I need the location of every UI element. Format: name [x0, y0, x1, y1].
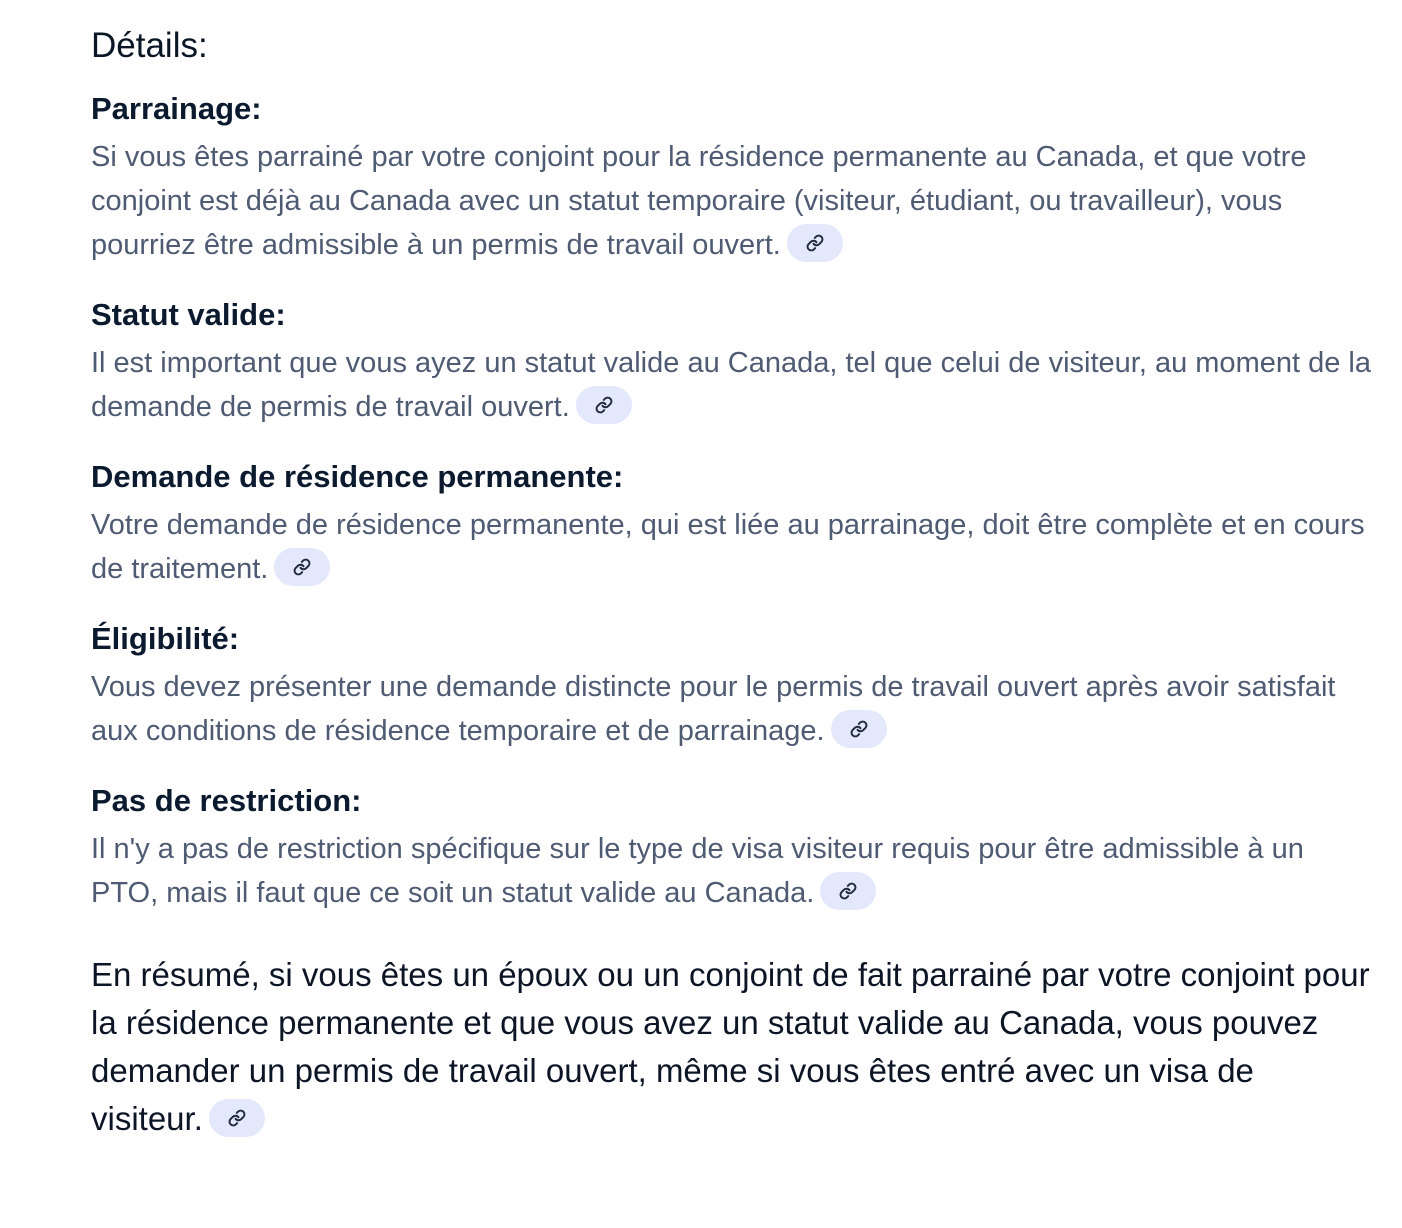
details-heading: Détails: — [91, 26, 208, 65]
link-icon — [839, 882, 857, 900]
section-body — [91, 503, 1371, 591]
section-body — [91, 665, 1371, 753]
link-icon — [228, 1109, 246, 1127]
citation-link-button[interactable] — [576, 386, 632, 424]
section-statut-valide — [91, 295, 1371, 429]
section-body-text: Si vous êtes parrainé par votre conjoint pour la résidence permanente au Canada, et que votre conjoint est déjà au Canada avec un statut temporaire (visiteur, étudiant, ou travailleur), vous pourriez être admissible à un permis de travail ouvert. — [91, 141, 1307, 261]
section-body-text: Il est important que vous ayez un statut valide au Canada, tel que celui de visiteur, au moment de la demande de permis de travail ouvert. — [91, 347, 1371, 423]
section-eligibilite — [91, 619, 1371, 753]
section-demande-residence — [91, 457, 1371, 591]
section-body — [91, 341, 1371, 429]
citation-link-button[interactable] — [831, 710, 887, 748]
link-icon — [595, 396, 613, 414]
section-title: Pas de restriction: — [91, 783, 362, 818]
link-icon — [850, 720, 868, 738]
citation-link-button[interactable] — [209, 1099, 265, 1137]
summary-paragraph — [91, 951, 1371, 1143]
section-title: Statut valide: — [91, 297, 286, 332]
section-body — [91, 827, 1371, 915]
citation-link-button[interactable] — [820, 872, 876, 910]
section-title: Parrainage: — [91, 91, 262, 126]
section-title: Éligibilité: — [91, 621, 240, 656]
summary-text: En résumé, si vous êtes un époux ou un conjoint de fait parrainé par votre conjoint pour la résidence permanente et que vous avez un statut valide au Canada, vous pouvez demander un permis de travail ouvert, même si vous êtes entré avec un visa de visiteur. — [91, 956, 1370, 1137]
section-title: Demande de résidence permanente: — [91, 459, 624, 494]
section-body-text: Il n'y a pas de restriction spécifique sur le type de visa visiteur requis pour être admissible à un PTO, mais il faut que ce soit un statut valide au Canada. — [91, 833, 1304, 909]
details-content — [91, 24, 1371, 1143]
section-body — [91, 135, 1371, 267]
link-icon — [806, 234, 824, 252]
section-body-text: Votre demande de résidence permanente, qui est liée au parrainage, doit être complète et en cours de traitement. — [91, 509, 1365, 585]
section-body-text: Vous devez présenter une demande distincte pour le permis de travail ouvert après avoir satisfait aux conditions de résidence temporaire et de parrainage. — [91, 671, 1336, 747]
link-icon — [293, 558, 311, 576]
citation-link-button[interactable] — [787, 224, 843, 262]
section-parrainage — [91, 89, 1371, 267]
section-pas-de-restriction — [91, 781, 1371, 915]
citation-link-button[interactable] — [274, 548, 330, 586]
